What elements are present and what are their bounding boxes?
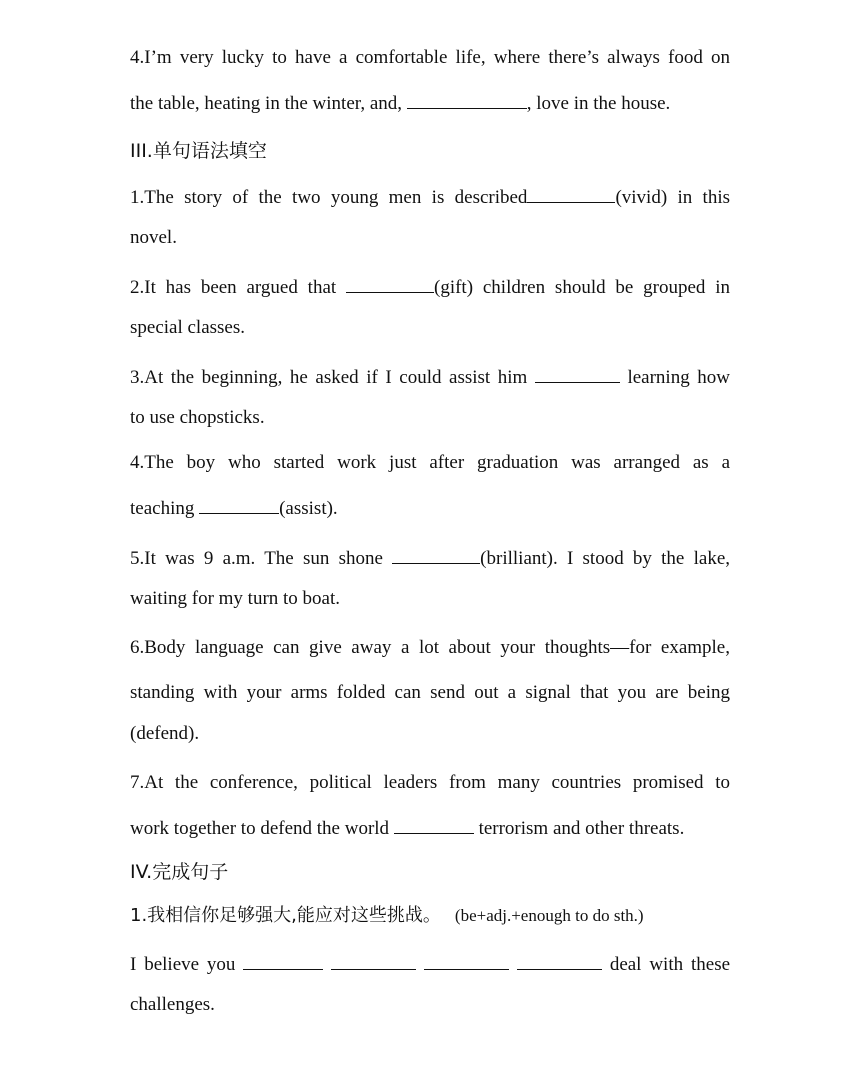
s4-q1-line2: challenges.: [130, 994, 215, 1015]
answer-blank[interactable]: [394, 816, 474, 834]
s2-q4-line1: 4.I’m very lucky to have a comfortable life, where there’s always food on: [130, 47, 730, 68]
s3-q3-line2: to use chopsticks.: [130, 407, 265, 428]
s3-q3-line1: 3.At the beginning, he asked if I could assist him learning how: [130, 367, 730, 388]
s3-q2-line2: special classes.: [130, 317, 246, 338]
s3-q7-line2: work together to defend the world terrorism and other threats.: [130, 818, 685, 839]
s3-q1-line2: novel.: [130, 227, 177, 248]
s4-q1-hint: (be+adj.+enough to do sth.): [454, 906, 644, 925]
answer-blank[interactable]: [424, 952, 509, 970]
s3-q4-line2: teaching (assist).: [130, 498, 338, 519]
answer-blank[interactable]: [517, 952, 602, 970]
s2-q4-line2: the table, heating in the winter, and, , love in the house.: [130, 93, 671, 114]
s3-q7-line1: 7.At the conference, political leaders from many countries promised to: [130, 772, 730, 793]
section-heading-iv: IV.完成句子: [130, 861, 229, 883]
s4-q1-prompt-line: [130, 904, 730, 928]
s3-q1-line1: 1.The story of the two young men is described (vivid) in this: [130, 187, 730, 208]
s3-q4-line1: 4.The boy who started work just after graduation was arranged as a: [130, 452, 730, 473]
s3-q5-line2: waiting for my turn to boat.: [130, 588, 341, 609]
answer-blank[interactable]: [331, 952, 416, 970]
s4-q1-line1: I believe you deal with these: [130, 954, 731, 975]
s3-q6-line3: (defend).: [130, 723, 200, 744]
s3-q5-line1: 5.It was 9 a.m. The sun shone (brilliant). I stood by the lake,: [130, 548, 730, 569]
section-heading-iii: III.单句语法填空: [130, 140, 267, 162]
s4-q1-prompt: 1.我相信你足够强大,能应对这些挑战。: [130, 905, 441, 926]
answer-blank[interactable]: [199, 496, 279, 514]
s3-q6-line1: 6.Body language can give away a lot about your thoughts—for example,: [130, 637, 730, 658]
answer-blank[interactable]: [527, 185, 615, 203]
answer-blank[interactable]: [535, 365, 620, 383]
s3-q6-line2: standing with your arms folded can send out a signal that you are being: [130, 682, 730, 703]
s3-q2-line1: 2.It has been argued that (gift) children should be grouped in: [130, 277, 731, 298]
answer-blank[interactable]: [243, 952, 323, 970]
answer-blank[interactable]: [392, 546, 480, 564]
answer-blank[interactable]: [407, 91, 527, 109]
answer-blank[interactable]: [346, 275, 434, 293]
